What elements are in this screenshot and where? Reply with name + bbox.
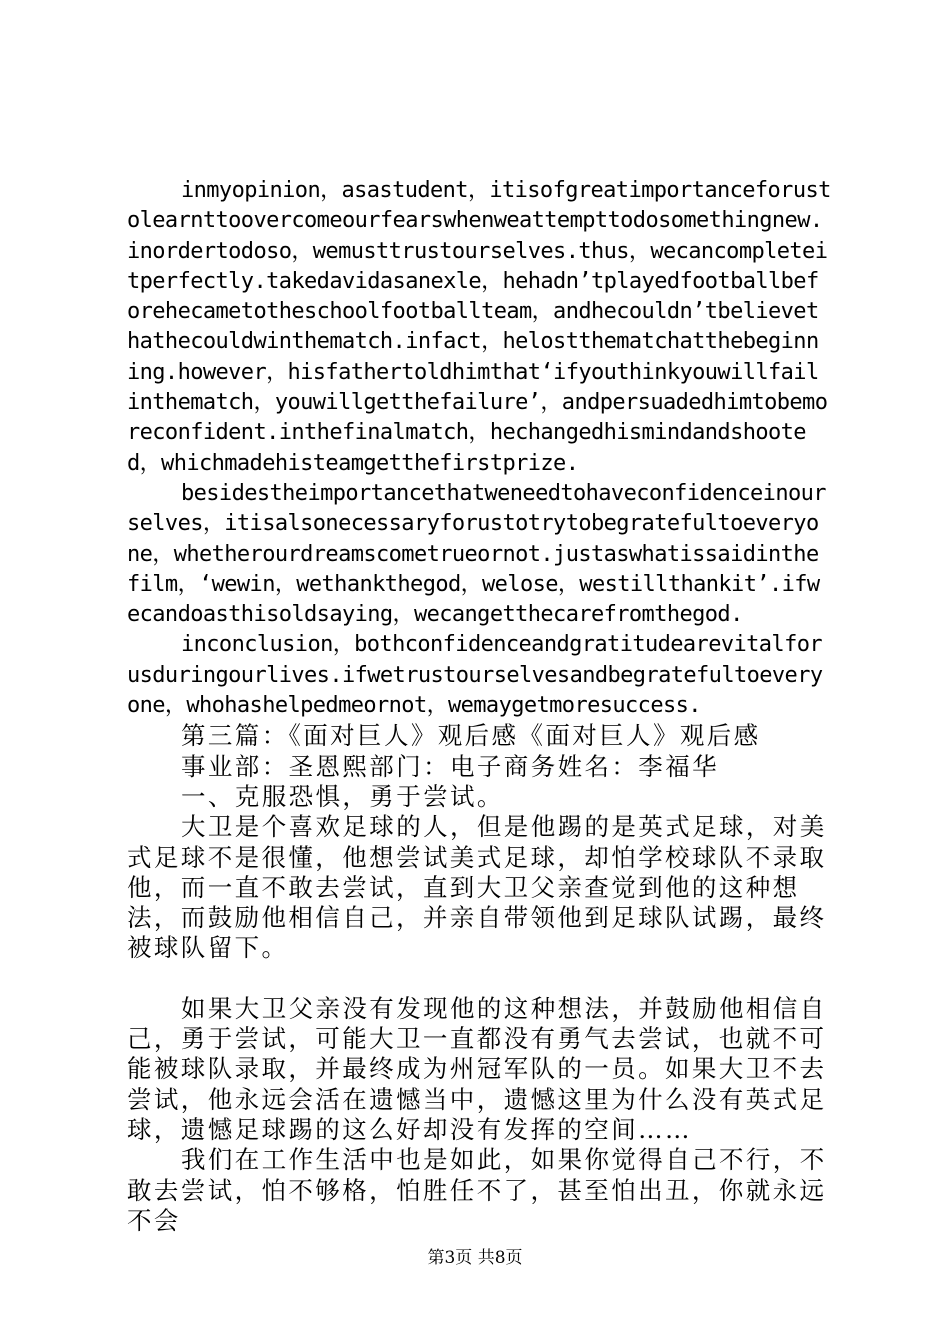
paragraph-zh-2: 如果大卫父亲没有发现他的这种想法，并鼓励他相信自己，勇于尝试，可能大卫一直都没有勇气去尝试，也就不可能被球队录取，并最终成为州冠军队的一员。如果大卫不去尝试，他永远会活在遗憾当中，遗憾这里为什么没有英式足球，遗憾足球踢的这么好却没有发挥的空间…… [127, 993, 827, 1144]
author-line: 事业部：圣恩熙部门：电子商务姓名：李福华 [181, 751, 719, 781]
paragraph-gap [127, 964, 831, 994]
section-heading: 第三篇：《面对巨人》观后感《面对巨人》观后感 [181, 721, 761, 751]
paragraph-zh-1: 大卫是个喜欢足球的人，但是他踢的是英式足球，对美式足球不是很懂，他想尝试美式足球，却怕学校球队不录取他，而一直不敢去尝试，直到大卫父亲查觉到他的这种想法，而鼓励他相信自己，并亲自带领他到足球队试踢，最终被球队留下。 [127, 812, 827, 963]
document-body [127, 176, 831, 1236]
paragraph-en-3: inconclusion，bothconfidenceandgratitudearevitalforusduringourlives.ifwetrustourselvesandbegratefultoeveryone，whohashelpedmeornot，wemaygetmoresuccess. [127, 632, 823, 719]
page-footer: 第3页 共8页 [427, 1248, 523, 1268]
paragraph-en-1: inmyopinion，asastudent，itisofgreatimportanceforustolearnttoovercomeourfearswhenweattempttodosomethingnew.inordertodoso，wemusttrustourselves.thus，wecancompleteitperfectly.takedavidasanexle，hehadn’tplayedfootballbeforehecametotheschoolfootballteam，andhecouldn’tbelievethathecouldwinthematch.infact，helostthematchatthebeginning.however，hisfathertoldhimthat‘ifyouthinkyouwillfailinthematch，youwillgetthefailure’，andpersuadedhimtobemoreconfident.inthefinalmatch，hechangedhismindandshooted，whichmadehisteamgetthefirstprize. [127, 178, 831, 476]
paragraph-zh-3: 我们在工作生活中也是如此，如果你觉得自己不行，不敢去尝试，怕不够格，怕胜任不了，甚至怕出丑，你就永远不会 [127, 1145, 827, 1235]
section-title: 一、克服恐惧，勇于尝试。 [181, 781, 504, 811]
paragraph-en-2: besidestheimportancethatweneedtohaveconfidenceinourselves，itisalsonecessaryforustotrytobegratefultoeveryone，whetherourdreamscometrueornot.justaswhatissaidinthefilm，‘wewin，wethankthegod，welose，westillthankit’.ifwecandoasthisoldsaying，wecangetthecarefromthegod. [127, 480, 826, 628]
